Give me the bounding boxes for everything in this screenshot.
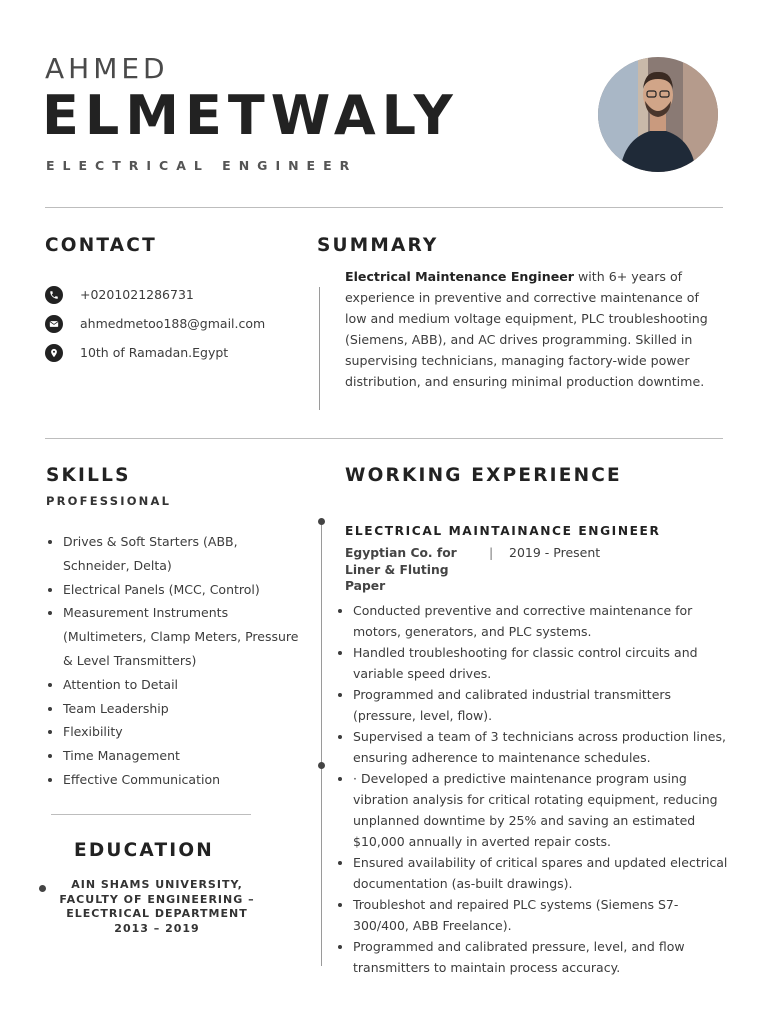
education-divider [51,814,251,815]
header-divider [45,207,723,208]
list-item: • Effective Communication [63,768,303,792]
list-item: • Troubleshot and repaired PLC systems (Siemens S7-300/400, ABB Freelance). [353,894,733,936]
skills-list [46,530,303,792]
timeline-dot [318,518,325,525]
education-years: 2013 – 2019 [114,921,200,935]
list-item: • · Developed a predictive maintenance program using vibration analysis for critical rotating equipment, reducing unplanned downtime by 25% and saving an estimated $10,000 annually in averted repair costs. [353,768,733,852]
contact-heading: CONTACT [45,235,157,256]
summary-body: with 6+ years of experience in preventive and corrective maintenance of low and medium voltage equipment, PLC troubleshooting (Siemens, ABB), and AC drives programming. Skilled in supervising technicians, managing factory-wide power distribution, and ensuring minimal production downtime. [345,269,708,389]
education-line-3: ELECTRICAL DEPARTMENT [66,907,248,920]
experience-title: ELECTRICAL MAINTAINANCE ENGINEER [345,524,661,538]
first-name: AHMED [45,52,169,85]
list-item: • Drives & Soft Starters (ABB, Schneider, Delta) [63,530,303,578]
separator: | [489,545,494,560]
list-item: • Time Management [63,744,303,768]
education-bullet [39,885,46,892]
email-text: ahmedmetoo188@gmail.com [80,316,266,331]
company-name: Egyptian Co. for Liner & Fluting Paper [345,546,457,593]
last-name: ELMETWALY [42,84,459,147]
summary-lead: Electrical Maintenance Engineer [345,269,574,284]
location-pin-icon [45,344,63,362]
job-title: ELECTRICAL ENGINEER [46,158,358,173]
skills-heading: SKILLS [46,465,131,486]
summary-heading: SUMMARY [317,235,439,256]
list-item: • Electrical Panels (MCC, Control) [63,578,303,602]
list-item: • Handled troubleshooting for classic control circuits and variable speed drives. [353,642,733,684]
summary-text [345,266,723,392]
education-heading: EDUCATION [74,840,214,861]
list-item: • Attention to Detail [63,673,303,697]
list-item: • Programmed and calibrated pressure, level, and flow transmitters to maintain process accuracy. [353,936,733,978]
employment-dates: 2019 - Present [509,545,601,560]
timeline-dot [318,762,325,769]
list-item: • Ensured availability of critical spares and updated electrical documentation (as-built drawings). [353,852,733,894]
list-item: • Supervised a team of 3 technicians across production lines, ensuring adherence to maintenance schedules. [353,726,733,768]
profile-photo [598,57,718,172]
phone-icon [45,286,63,304]
contact-location [45,344,229,362]
location-text: 10th of Ramadan.Egypt [80,345,229,360]
list-item: • Measurement Instruments (Multimeters, Clamp Meters, Pressure & Level Transmitters) [63,601,303,672]
list-item: • Flexibility [63,720,303,744]
list-item: • Programmed and calibrated industrial transmitters (pressure, level, flow). [353,684,733,726]
contact-phone[interactable] [45,286,194,304]
phone-text: +0201021286731 [80,287,194,302]
timeline-line [321,522,322,966]
summary-bar [319,287,320,410]
list-item: • Conducted preventive and corrective maintenance for motors, generators, and PLC systems. [353,600,733,642]
section-divider [45,438,723,439]
duties-list [337,600,733,978]
education-entry [52,878,262,936]
skills-subheading: PROFESSIONAL [46,494,172,508]
email-icon [45,315,63,333]
experience-heading: WORKING EXPERIENCE [345,465,622,486]
list-item: • Team Leadership [63,697,303,721]
education-line-1: AIN SHAMS UNIVERSITY, [71,878,243,891]
education-line-2: FACULTY OF ENGINEERING – [59,892,255,906]
contact-email[interactable] [45,315,266,333]
